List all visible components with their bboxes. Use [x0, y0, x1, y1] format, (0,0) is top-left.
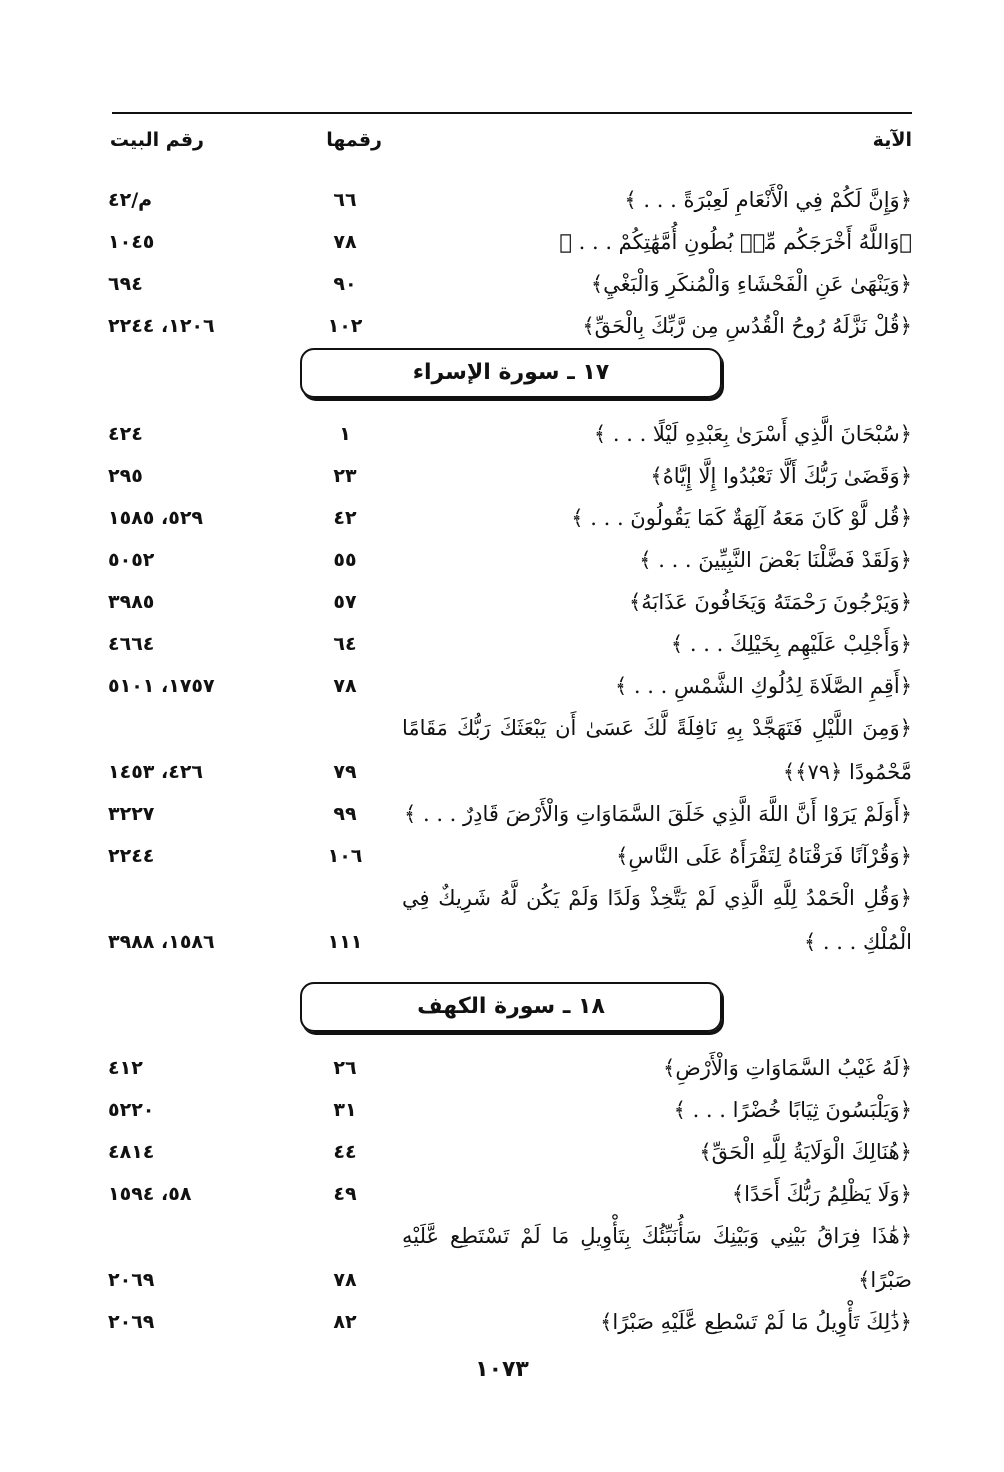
line-references: ٤٦٦٤ — [108, 633, 155, 655]
verse-text: ﴿وَقَضَىٰ رَبُّكَ أَلَّا تَعْبُدُوا إِلَّا إِيَّاهُ﴾ — [650, 464, 912, 488]
verse-text: ﴿وَيَنْهَىٰ عَنِ الْفَحْشَاءِ وَالْمُنكَرِ وَالْبَغْيِ﴾ — [590, 272, 912, 296]
column-header-verse-number: رقمها — [326, 129, 382, 151]
verse-number: ١٠٢ — [327, 315, 363, 337]
verse-text: ﴿هَٰذَا فِرَاقُ بَيْنِي وَبَيْنِكَ سَأُنَبِّئُكَ بِتَأْوِيلِ مَا لَمْ تَسْتَطِع عَّلَيْهِ صَبْرًا﴾ — [402, 1224, 912, 1292]
line-references: م/٤٢ — [108, 189, 153, 211]
verse-number: ٦٦ — [333, 189, 357, 211]
verse-text: ﴿وَيَلْبَسُونَ ثِيَابًا خُضْرًا . . . ﴾ — [673, 1098, 912, 1122]
verse-number: ١١١ — [327, 931, 363, 953]
column-header-line-number: رقم البيت — [109, 129, 204, 151]
verse-text: ﴿سُبْحَانَ الَّذِي أَسْرَىٰ بِعَبْدِهِ لَيْلًا . . . ﴾ — [593, 422, 912, 446]
line-references: ١٥٨٦، ٣٩٨٨ — [108, 931, 215, 953]
verse-text: ﴿وَقُلِ الْحَمْدُ لِلَّهِ الَّذِي لَمْ يَتَّخِذْ وَلَدًا وَلَمْ يَكُن لَّهُ شَرِيكٌ فِي الْمُلْكِ . . . ﴾ — [402, 886, 912, 954]
verse-number: ٩٠ — [333, 273, 357, 295]
verse-text: ﴿أَقِمِ الصَّلَاةَ لِدُلُوكِ الشَّمْسِ . . . ﴾ — [614, 674, 912, 698]
top-rule — [112, 112, 912, 114]
line-references: ٤٨١٤ — [108, 1141, 155, 1163]
line-references: ٥٢٢٠ — [108, 1099, 155, 1121]
verse-number: ١٠٦ — [327, 845, 363, 867]
line-references: ٢٩٥ — [108, 465, 143, 487]
verse-text: ﴿لَهُ غَيْبُ السَّمَاوَاتِ وَالْأَرْضِ﴾ — [663, 1056, 912, 1080]
verse-number: ٧٩ — [333, 761, 357, 783]
line-references: ٢٢٤٤ — [108, 845, 155, 867]
verse-number: ٤٩ — [333, 1183, 357, 1205]
verse-number: ٢٣ — [333, 465, 357, 487]
verse-text: ﴿أَوَلَمْ يَرَوْا أَنَّ اللَّهَ الَّذِي خَلَقَ السَّمَاوَاتِ وَالْأَرْضَ قَادِرٌ . . . ﴾ — [404, 802, 912, 826]
verse-text: ﴿قُلْ نَزَّلَهُ رُوحُ الْقُدُسِ مِن رَّبِّكَ بِالْحَقِّ﴾ — [582, 314, 912, 338]
verse-number: ٦٤ — [333, 633, 357, 655]
verse-text: ﴿ذَٰلِكَ تَأْوِيلُ مَا لَمْ تَسْطِع عَّلَيْهِ صَبْرًا﴾ — [600, 1310, 912, 1334]
verse-number: ٢٦ — [333, 1057, 357, 1079]
verse-number: ٥٧ — [333, 591, 357, 613]
line-references: ٢٠٦٩ — [108, 1311, 155, 1333]
line-references: ٥٠٥٢ — [108, 549, 155, 571]
verse-text: ﴿هُنَالِكَ الْوَلَايَةُ لِلَّهِ الْحَقِّ﴾ — [699, 1140, 912, 1164]
surah-heading-box — [300, 348, 722, 398]
line-references: ١٢٠٦، ٢٢٤٤ — [108, 315, 215, 337]
line-references: ٥٢٩، ١٥٨٥ — [108, 507, 204, 529]
line-references: ١٠٤٥ — [108, 231, 155, 253]
line-references: ١٧٥٧، ٥١٠١ — [108, 675, 215, 697]
verse-text: ﴿وَيَرْجُونَ رَحْمَتَهُ وَيَخَافُونَ عَذَابَهُ﴾ — [628, 590, 912, 614]
verse-text: ﴿وَقُرْآنًا فَرَقْنَاهُ لِتَقْرَأَهُ عَلَى النَّاسِ﴾ — [616, 844, 912, 868]
verse-number: ٨٢ — [333, 1311, 357, 1333]
verse-number: ٧٨ — [333, 1269, 357, 1291]
surah-heading-box — [300, 982, 722, 1032]
line-references: ٣٢٢٧ — [108, 803, 155, 825]
line-references: ٤١٢ — [108, 1057, 143, 1079]
verse-text: ﴿وَإِنَّ لَكُمْ فِي الْأَنْعَامِ لَعِبْرَةً . . . ﴾ — [624, 188, 912, 212]
verse-text: ﴿وَأَجْلِبْ عَلَيْهِم بِخَيْلِكَ . . . ﴾ — [670, 632, 912, 656]
verse-number: ٤٢ — [333, 507, 357, 529]
page-number: ١٠٧٣ — [475, 1357, 529, 1382]
column-header-verse: الآية — [872, 129, 912, 151]
verse-text: ﴿وَلَا يَظْلِمُ رَبُّكَ أَحَدًا﴾ — [731, 1182, 912, 1206]
verse-number: ٧٨ — [333, 675, 357, 697]
verse-text: ﴿قُل لَّوْ كَانَ مَعَهُ آلِهَةٌ كَمَا يَقُولُونَ . . . ﴾ — [571, 506, 912, 530]
verse-text: ﴿وَمِنَ اللَّيْلِ فَتَهَجَّدْ بِهِ نَافِلَةً لَّكَ عَسَىٰ أَن يَبْعَثَكَ رَبُّكَ مَقَامًا مَّحْمُودًا ﴿٧٩﴾﴾ — [402, 716, 912, 784]
line-references: ٤٢٤ — [108, 423, 143, 445]
line-references: ٣٩٨٥ — [108, 591, 155, 613]
verse-number: ٤٤ — [333, 1141, 357, 1163]
surah-heading-title: ١٨ ـ سورة الكهف — [417, 994, 605, 1019]
verse-number: ٥٥ — [333, 549, 357, 571]
verse-number: ١ — [339, 423, 351, 445]
line-references: ٥٨، ١٥٩٤ — [108, 1183, 192, 1205]
surah-heading-title: ١٧ ـ سورة الإسراء — [412, 360, 610, 385]
verse-number: ٩٩ — [333, 803, 357, 825]
verse-number: ٣١ — [333, 1099, 357, 1121]
verse-text: ﴿وَلَقَدْ فَضَّلْنَا بَعْضَ النَّبِيِّينَ . . . ﴾ — [639, 548, 912, 572]
line-references: ٤٢٦، ١٤٥٣ — [108, 761, 204, 783]
line-references: ٢٠٦٩ — [108, 1269, 155, 1291]
verse-text: ﴿وَاللَّهُ أَخْرَجَكُم مِّنۢ بُطُونِ أُمَّهَٰتِكُمْ . . . ﴾ — [559, 230, 912, 254]
verse-number: ٧٨ — [333, 231, 357, 253]
line-references: ٦٩٤ — [108, 273, 143, 295]
